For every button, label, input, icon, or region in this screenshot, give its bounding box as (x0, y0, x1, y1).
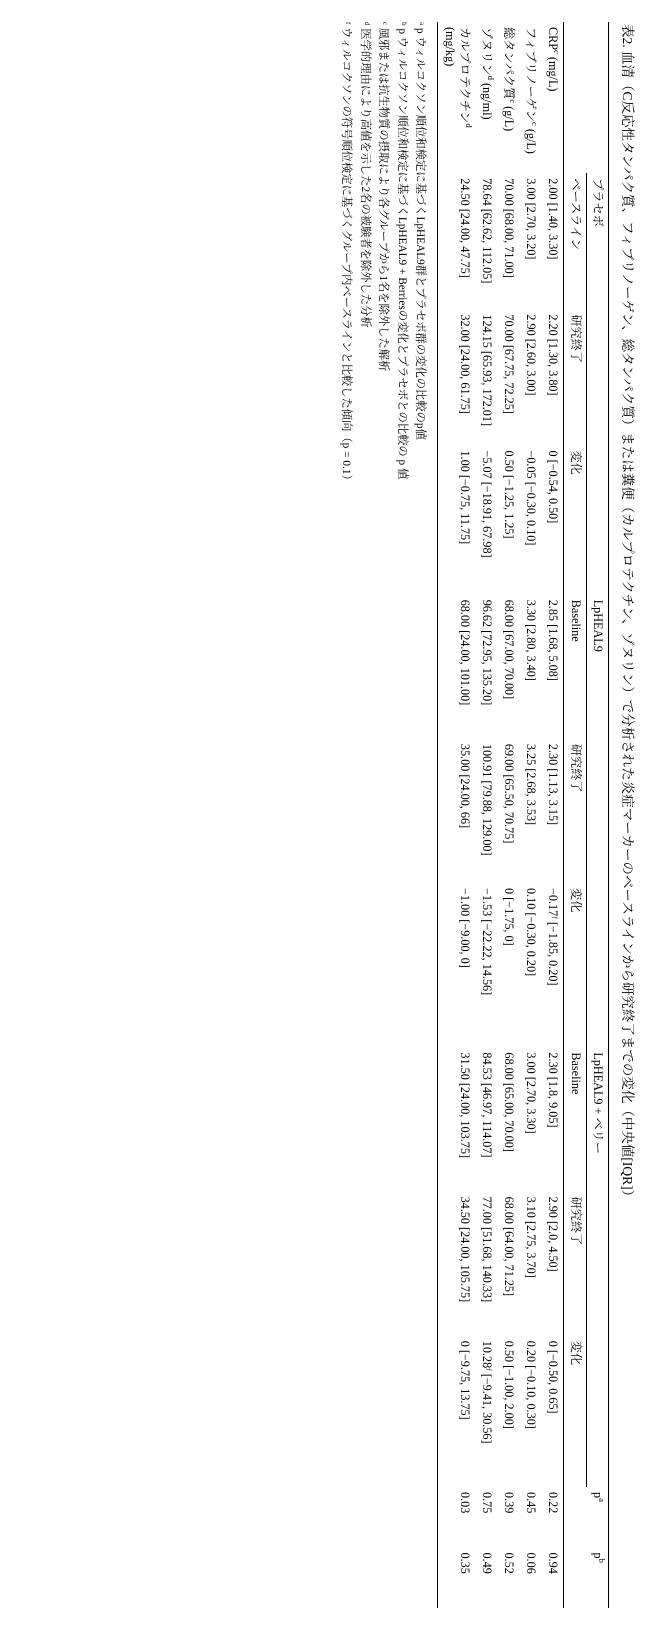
cell-zon-placebo-change: −5.07 [−18.91, 67.98] (480, 450, 495, 558)
subheader-lp-baseline: Baseline (563, 595, 586, 739)
cell-cal-placebo-change: 1.00 [−0.75, 11.75] (438, 445, 475, 594)
cell-zon-placebo-baseline: 78.64 [62.62, 112.05] (480, 178, 495, 284)
row-label-zonulin: ゾヌリン$^d$ (ng/ml) (480, 27, 497, 120)
cell-cal-lp-end: 35.00 [24.00, 66] (438, 739, 475, 883)
subheader-pb-blank (563, 1547, 586, 1608)
cell-fib-pa: 0.45 (523, 1491, 538, 1514)
cell-crp-lpb-change: 0 [−0.50, 0.65] (545, 1340, 560, 1414)
cell-cal-lpb-change: 0 [−9.75, 13.75] (438, 1336, 475, 1487)
cell-fib-lp-end: 3.25 [2.68, 3.53] (523, 743, 538, 826)
cell-crp-placebo-baseline: 2.00 [1.40, 3.30] (545, 178, 560, 260)
footnote-b: ᵇ p ウィルコクソン順位和検定に基づくLpHEAL9 + Berriesの変化とプラセボとの比較の p 値 (395, 22, 408, 480)
subheader-blank (563, 22, 586, 173)
cell-cal-lp-baseline: 68.00 [24.00, 101.00] (438, 595, 475, 739)
cell-cal-lp-change: −1.00 [−9.00, 0] (438, 883, 475, 1047)
subheader-lpb-baseline: Baseline (563, 1047, 586, 1191)
table-row (519, 22, 541, 1608)
footnote-f: ᶠ ウィルコクソンの符号順位検定に基づくグループ内ベースラインと比較した傾向（p = 0.1） (340, 22, 353, 486)
cell-cal-pb: 0.35 (438, 1547, 475, 1608)
cell-tp-placebo-baseline: 70.00 [68.00, 71.00] (501, 178, 516, 278)
table-footnotes (337, 22, 429, 1608)
cell-fib-lpb-end: 3.10 [2.75, 3.70] (523, 1196, 538, 1278)
cell-fib-placebo-end: 2.90 [2.60, 3.00] (523, 314, 538, 396)
cell-tp-lpb-baseline: 68.00 [65.00, 70.00] (501, 1052, 516, 1152)
group-header-lphea19-berry: LpHEAL9 + ベリー (586, 1047, 609, 1487)
table-row (497, 22, 519, 1608)
cell-crp-lpb-baseline: 2.30 [1.8, 9.05] (545, 1052, 560, 1128)
subheader-placebo-end: 研究終了 (563, 309, 586, 445)
inflammation-markers-table (437, 22, 609, 1608)
cell-crp-lp-baseline: 2.85 [1.68, 5.08] (545, 599, 560, 681)
row-label-fibrinogen: フィブリノーゲン$^c$ (g/L) (523, 27, 540, 154)
cell-fib-lp-change: 0.10 [−0.30, 0.20] (523, 888, 538, 977)
cell-zon-lp-baseline: 96.62 [72.95, 135.20] (480, 599, 495, 706)
cell-tp-lpb-change: 0.50 [−1.00, 2.00] (501, 1340, 516, 1429)
cell-crp-pa: 0.22 (545, 1491, 560, 1514)
table-row (438, 22, 475, 1608)
cell-cal-placebo-end: 32.00 [24.00, 61.75] (438, 309, 475, 445)
table-row (475, 22, 497, 1608)
subheader-placebo-change: 変化 (563, 445, 586, 594)
row-label-crp: CRP$^c$ (mg/L) (545, 27, 562, 92)
footnote-c: ᶜ 風邪または抗生物質の摂取により各グループから1名を除外した解析 (377, 22, 390, 372)
cell-cal-pa: 0.03 (438, 1487, 475, 1547)
footnote-a: ᵃ p ウィルコクソン順位和検定に基づくLpHEAL9群とプラセボ群の変化の比較のp値 (414, 22, 427, 440)
cell-crp-pb: 0.94 (545, 1552, 560, 1574)
cell-cal-placebo-baseline: 24.50 [24.00, 47.75] (438, 173, 475, 309)
p-a-header: $p^a$ (586, 1487, 609, 1547)
table-subheader-row (563, 22, 586, 1608)
subheader-placebo-baseline: ベースライン (563, 173, 586, 309)
cell-crp-placebo-change: 0 [−0.54, 0.50] (545, 450, 560, 524)
cell-fib-placebo-baseline: 3.00 [2.70, 3.20] (523, 178, 538, 260)
cell-zon-lp-change: −1.53 [−22.22, 14.56] (480, 888, 495, 996)
cell-tp-placebo-end: 70.00 [67.75, 72.25] (501, 314, 516, 414)
cell-tp-lp-change: 0 [−1.75, 0] (501, 888, 516, 946)
cell-fib-lpb-baseline: 3.00 [2.70, 3.30] (523, 1052, 538, 1134)
cell-crp-lpb-end: 2.90 [2.0, 4.50] (545, 1196, 560, 1272)
cell-tp-pb: 0.52 (501, 1552, 516, 1574)
cell-zon-lp-end: 100.91 [79.88, 129.00] (480, 743, 495, 856)
cell-zon-lpb-baseline: 84.53 [46.97, 114.07] (480, 1052, 495, 1158)
rowlabel-header-blank (586, 22, 609, 173)
p-b-header: $p^b$ (586, 1547, 609, 1608)
cell-zon-lpb-change: 10.28ᶠ [−9.41, 30.56] (480, 1340, 495, 1444)
row-label-total-protein: 総タンパク質$^c$ (g/L) (501, 27, 519, 132)
cell-cal-lpb-baseline: 31.50 [24.00, 103.75] (438, 1047, 475, 1191)
cell-zon-pa: 0.75 (480, 1491, 495, 1514)
cell-tp-lp-end: 69.00 [65.50, 70.75] (501, 743, 516, 844)
row-label-calprotectin: カルプロテクチン$^d$ (mg/kg) (438, 22, 475, 173)
subheader-lp-end: 研究終了 (563, 739, 586, 883)
cell-zon-lpb-end: 77.00 [51.68, 140.33] (480, 1196, 495, 1303)
cell-fib-placebo-change: −0.05 [−0.30, 0.10] (523, 450, 538, 546)
table-group-header-row (586, 22, 609, 1608)
cell-zon-pb: 0.49 (480, 1552, 495, 1574)
cell-fib-pb: 0.06 (523, 1552, 538, 1574)
cell-fib-lpb-change: 0.20 [−0.10, 0.30] (523, 1340, 538, 1429)
footnote-d: ᵈ 医学的理由により高値を示した2名の被験者を除外した分析 (358, 22, 371, 328)
subheader-lpb-change: 変化 (563, 1336, 586, 1487)
subheader-lp-change: 変化 (563, 883, 586, 1047)
cell-crp-lp-end: 2.30 [1.13, 3.15] (545, 743, 560, 826)
table-row (541, 22, 563, 1608)
cell-zon-placebo-end: 124.15 [65.93, 172.01] (480, 314, 495, 427)
group-header-placebo: プラセボ (586, 173, 609, 594)
cell-fib-lp-baseline: 3.30 [2.80, 3.40] (523, 599, 538, 681)
group-header-lphea19: LpHEAL9 (586, 595, 609, 1048)
table-caption: 表2. 血清（C反応性タンパク質、フィブリノーゲン、総タンパク質）または糞便（カルプロテクチン、ゾヌリン）で分析された炎症マーカーのベースラインから研究終了までの変化（中央値[IQR]） (620, 24, 635, 1204)
subheader-lpb-end: 研究終了 (563, 1192, 586, 1336)
cell-tp-lp-baseline: 68.00 [67.00, 70.00] (501, 599, 516, 700)
cell-tp-pa: 0.39 (501, 1491, 516, 1514)
cell-crp-placebo-end: 2.20 [1.30, 3.80] (545, 314, 560, 396)
cell-tp-lpb-end: 68.00 [64.00, 71.25] (501, 1196, 516, 1297)
cell-tp-placebo-change: 0.50 [−1.25, 1.25] (501, 450, 516, 539)
cell-cal-lpb-end: 34.50 [24.00, 105.75] (438, 1192, 475, 1336)
cell-crp-lp-change: −0.17ᶠ [−1.85, 0.20] (545, 888, 560, 986)
subheader-pa-blank (563, 1487, 586, 1547)
